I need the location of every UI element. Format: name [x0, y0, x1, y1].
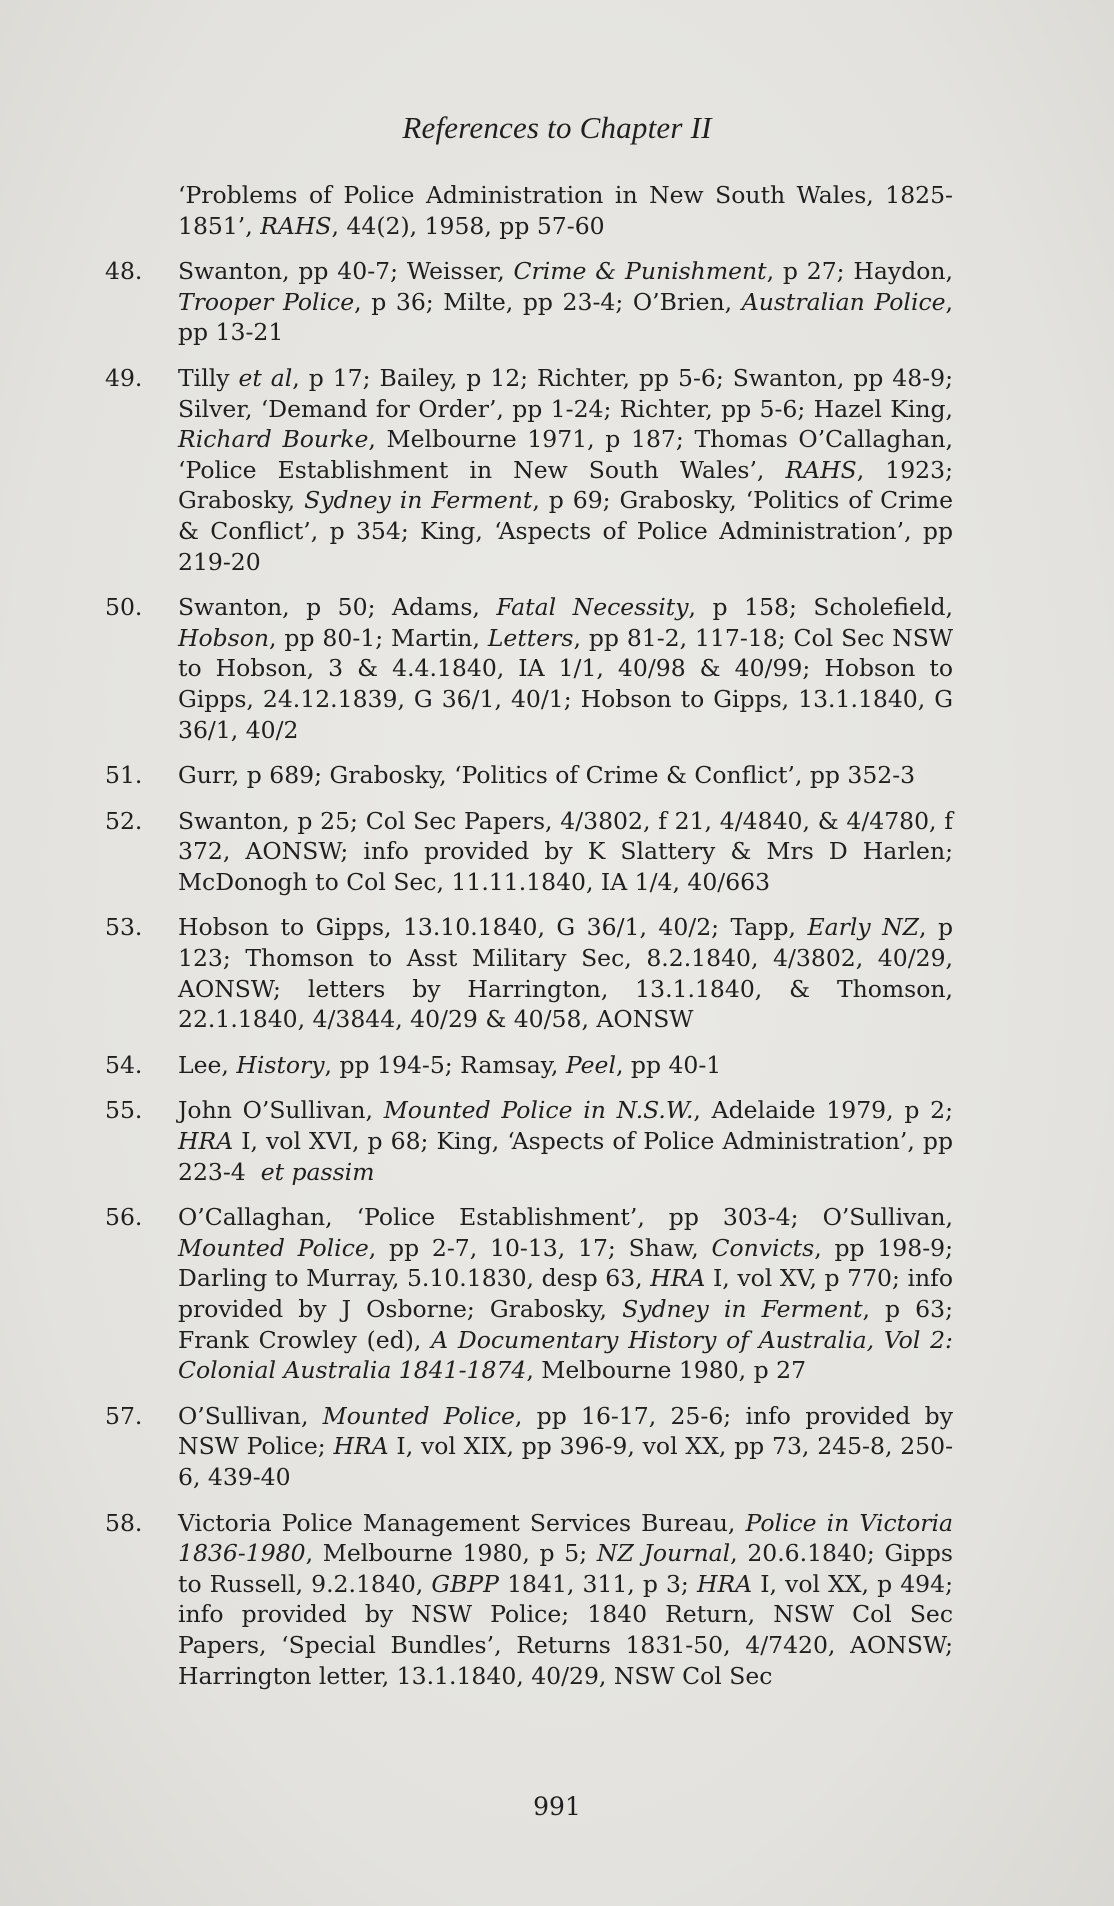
reference-note — [105, 256, 953, 348]
reference-note — [105, 806, 953, 898]
note-number: 54. — [105, 1050, 143, 1079]
note-number: 52. — [105, 806, 143, 835]
reference-note — [105, 180, 953, 241]
note-text: O’Callaghan, ‘Police Establishment’, pp 303-4; O’Sullivan, Mounted Police, pp 2-7, 10-13, 17; Shaw, Convicts, pp 198-9; Darling to Murray, 5.10.1830, desp 63, HRA I, vol XV, p 770; info provided by J Osborne; Grabosky, Sydney in Ferment, p 63; Frank Crowley (ed), A Documentary History of Australia, Vol 2: Colonial Australia 1841-1874, Melbourne 1980, p 27 — [178, 1203, 953, 1385]
reference-note — [105, 1095, 953, 1187]
reference-note — [105, 592, 953, 745]
note-number: 58. — [105, 1508, 143, 1537]
reference-note — [105, 1508, 953, 1692]
note-number: 53. — [105, 913, 143, 942]
note-number: 57. — [105, 1401, 143, 1430]
note-number: 51. — [105, 761, 143, 790]
note-text: O’Sullivan, Mounted Police, pp 16-17, 25-6; info provided by NSW Police; HRA I, vol XIX, pp 396-9, vol XX, pp 73, 245-8, 250-6, 439-40 — [178, 1401, 954, 1491]
page-number: 991 — [533, 1792, 581, 1821]
reference-note — [105, 1202, 953, 1386]
reference-note — [105, 912, 953, 1034]
note-number: 56. — [105, 1203, 143, 1232]
note-text: Swanton, p 50; Adams, Fatal Necessity, p 158; Scholefield, Hobson, pp 80-1; Martin, Letters, pp 81-2, 117-18; Col Sec NSW to Hobson, 3 & 4.4.1840, IA 1/1, 40/98 & 40/99; Hobson to Gipps, 24.12.1839, G 36/1, 40/1; Hobson to Gipps, 13.1.1840, G 36/1, 40/2 — [178, 593, 953, 744]
note-text: ‘Problems of Police Administration in New South Wales, 1825-1851’, RAHS, 44(2), 1958, pp 57-60 — [178, 181, 953, 240]
note-text: John O’Sullivan, Mounted Police in N.S.W., Adelaide 1979, p 2; HRA I, vol XVI, p 68; King, ‘Aspects of Police Administration’, pp 223-4 et passim — [178, 1096, 953, 1186]
reference-note — [105, 1050, 953, 1081]
note-text: Hobson to Gipps, 13.10.1840, G 36/1, 40/2; Tapp, Early NZ, p 123; Thomson to Asst Military Sec, 8.2.1840, 4/3802, 40/29, AONSW; letters by Harrington, 13.1.1840, & Thomson, 22.1.1840, 4/3844, 40/29 & 40/58, AONSW — [178, 913, 954, 1034]
note-text: Swanton, pp 40-7; Weisser, Crime & Punishment, p 27; Haydon, Trooper Police, p 36; Milte, pp 23-4; O’Brien, Australian Police, pp 13-21 — [178, 257, 954, 347]
note-number: 55. — [105, 1096, 143, 1125]
note-text: Victoria Police Management Services Bureau, Police in Victoria 1836-1980, Melbourne 1980, p 5; NZ Journal, 20.6.1840; Gipps to Russell, 9.2.1840, GBPP 1841, 311, p 3; HRA I, vol XX, p 494; info provided by NSW Police; 1840 Return, NSW Col Sec Papers, ‘Special Bundles’, Returns 1831-50, 4/7420, AONSW; Harrington letter, 13.1.1840, 40/29, NSW Col Sec — [178, 1508, 953, 1690]
reference-note — [105, 760, 953, 791]
running-head: References to Chapter II — [402, 110, 712, 145]
reference-note — [105, 363, 953, 577]
note-number: 49. — [105, 363, 143, 392]
reference-notes-list — [105, 180, 953, 1706]
note-text: Gurr, p 689; Grabosky, ‘Politics of Crime & Conflict’, pp 352-3 — [178, 761, 916, 790]
note-text: Lee, History, pp 194-5; Ramsay, Peel, pp 40-1 — [178, 1050, 722, 1079]
note-text: Swanton, p 25; Col Sec Papers, 4/3802, f 21, 4/4840, & 4/4780, f 372, AONSW; info provided by K Slattery & Mrs D Harlen; McDonogh to Col Sec, 11.11.1840, IA 1/4, 40/663 — [178, 806, 953, 896]
note-text: Tilly et al, p 17; Bailey, p 12; Richter, pp 5-6; Swanton, pp 48-9; Silver, ‘Demand for Order’, pp 1-24; Richter, pp 5-6; Hazel King, Richard Bourke, Melbourne 1971, p 187; Thomas O’Callaghan, ‘Police Establishment in New South Wales’, RAHS, 1923; Grabosky, Sydney in Ferment, p 69; Grabosky, ‘Politics of Crime & Conflict’, p 354; King, ‘Aspects of Police Administration’, pp 219-20 — [178, 363, 953, 576]
note-number: 48. — [105, 257, 143, 286]
reference-note — [105, 1401, 953, 1493]
note-number: 50. — [105, 593, 143, 622]
